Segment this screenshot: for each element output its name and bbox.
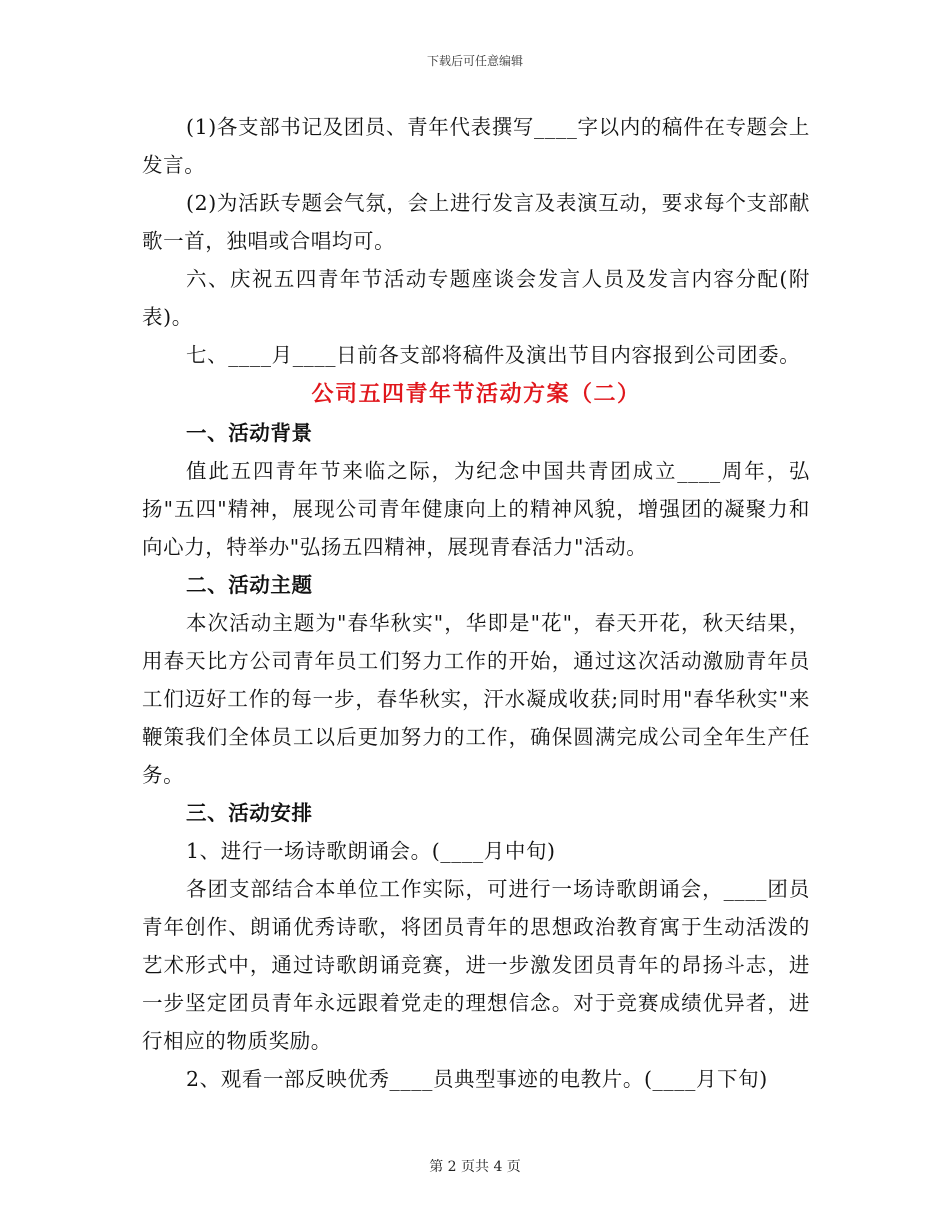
document-title: 公司五四青年节活动方案（二） (311, 381, 641, 407)
paragraph-section-7: 七、____月____日前各支部将稿件及演出节目内容报到公司团委。 (186, 343, 801, 367)
paragraph-item-1: (1)各支部书记及团员、青年代表撰写____字以内的稿件在专题会上发言。 (142, 115, 810, 177)
paragraph-section-6: 六、庆祝五四青年节活动专题座谈会发言人员及发言内容分配(附表)。 (142, 267, 810, 329)
heading-arrangement: 三、活动安排 (186, 801, 313, 825)
document-body (142, 108, 810, 1098)
paragraph-background: 值此五四青年节来临之际，为纪念中国共青团成立____周年，弘扬"五四"精神，展现公司青年健康向上的精神风貌，增强团的凝聚力和向心力，特举办"弘扬五四精神，展现青春活力"活动。 (142, 459, 810, 559)
paragraph-arrangement-1: 1、进行一场诗歌朗诵会。(____月中旬) (186, 839, 556, 863)
heading-theme: 二、活动主题 (186, 573, 313, 597)
heading-background: 一、活动背景 (186, 421, 313, 445)
paragraph-theme: 本次活动主题为"春华秋实"，华即是"花"，春天开花，秋天结果，用春天比方公司青年员工们努力工作的开始，通过这次活动激励青年员工们迈好工作的每一步，春华秋实，汗水凝成收获;同时用"春华秋实"来鞭策我们全体员工以后更加努力的工作，确保圆满完成公司全年生产任务。 (142, 611, 810, 787)
paragraph-arrangement-1-detail: 各团支部结合本单位工作实际，可进行一场诗歌朗诵会，____团员青年创作、朗诵优秀诗歌，将团员青年的思想政治教育寓于生动活泼的艺术形式中，通过诗歌朗诵竞赛，进一步激发团员青年的昂扬斗志，进一步坚定团员青年永远跟着党走的理想信念。对于竞赛成绩优异者，进行相应的物质奖励。 (142, 877, 810, 1053)
page-header: 下载后可任意编辑 (426, 54, 523, 68)
paragraph-item-2: (2)为活跃专题会气氛，会上进行发言及表演互动，要求每个支部献歌一首，独唱或合唱均可。 (142, 191, 810, 253)
page-footer: 第 2 页共 4 页 (429, 1159, 521, 1175)
paragraph-arrangement-2: 2、观看一部反映优秀____员典型事迹的电教片。(____月下旬) (186, 1067, 768, 1091)
